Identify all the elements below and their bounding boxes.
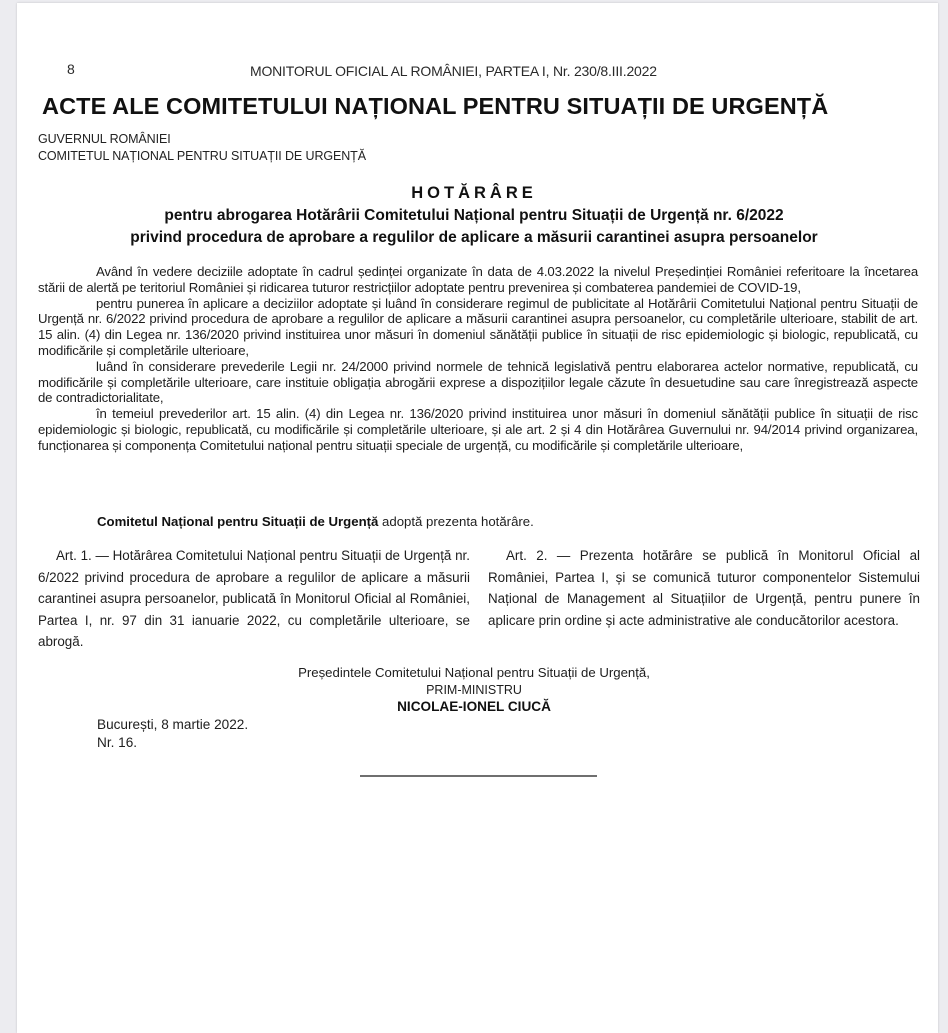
page-number: 8 (67, 61, 75, 77)
article-1-text: Art. 1. — Hotărârea Comitetului Național pentru Situații de Urgență nr. 6/2022 privind procedura de aprobare a regulilor de aplicare a măsurii carantinei asupra persoanelor, publicată în Monitorul Oficial al României, Partea I, nr. 97 din 31 ianuarie 2022, cu completările ulterioare, se abrogă. (38, 548, 470, 649)
preamble-paragraph: în temeiul prevederilor art. 15 alin. (4) din Legea nr. 136/2020 privind instituirea unor măsuri în domeniul sănătății publice în situații de risc epidemiologic și biologic, republicată, cu modificările și completările ulterioare, și ale art. 2 și 4 din Hotărârea Guvernului nr. 94/2014 privind organizarea, funcționarea și componența Comitetului național pentru situații speciale de urgență, cu modificările și completările ulterioare, (38, 406, 918, 453)
decision-subtitle-line2: privind procedura de aprobare a regulilor de aplicare a măsurii carantinei asupra persoanelor (130, 229, 818, 246)
adoption-statement (97, 514, 534, 529)
preamble (38, 264, 918, 454)
decision-type: HOTĂRÂRE (411, 184, 537, 202)
running-header: MONITORUL OFICIAL AL ROMÂNIEI, PARTEA I, Nr. 230/8.III.2022 (250, 63, 657, 79)
adoption-text: adoptă prezenta hotărâre. (378, 514, 534, 529)
preamble-paragraph: Având în vedere deciziile adoptate în cadrul ședinței organizate în data de 4.03.2022 la nivelul Președinției României referitoare la încetarea stării de alertă pe teritoriul României și ridicarea tuturor restricțiilor adoptate pentru prevenirea și combaterea pandemiei de COVID-19, (38, 264, 918, 295)
signatory-role: Președintele Comitetului Național pentru Situații de Urgență, (298, 665, 650, 680)
preamble-paragraph: luând în considerare prevederile Legii nr. 24/2000 privind normele de tehnică legislativă pentru elaborarea actelor normative, republicată, cu modificările și completările ulterioare, care instituie obligația abrogării exprese a dispozițiilor legale căzute în desuetudine sau care înregistrează aspecte de contradictorialitate, (38, 358, 918, 406)
adoption-body: Comitetul Național pentru Situații de Urgență (97, 514, 379, 529)
issuer-government: GUVERNUL ROMÂNIEI (38, 132, 171, 146)
decision-number: Nr. 16. (97, 735, 138, 750)
section-title: ACTE ALE COMITETULUI NAȚIONAL PENTRU SITUAȚII DE URGENȚĂ (42, 93, 829, 119)
place-date: București, 8 martie 2022. (97, 717, 249, 732)
article-1 (38, 545, 470, 653)
decision-subtitle-line1: pentru abrogarea Hotărârii Comitetului Național pentru Situații de Urgență nr. 6/2022 (164, 207, 784, 224)
preamble-paragraph: pentru punerea în aplicare a deciziilor adoptate și luând în considerare regimul de publicitate al Hotărârii Comitetului Național pentru Situații de Urgență nr. 6/2022 privind procedura de aprobare a regulilor de aplicare a măsurii carantinei asupra persoanelor, cu completările ulterioare, stabilit de art. 15 alin. (4) din Legea nr. 136/2020 privind instituirea unor măsuri în domeniul sănătății publice în situații de risc epidemiologic și biologic, republicată, cu modificările și completările ulterioare, (38, 295, 918, 358)
article-2 (488, 545, 920, 631)
issuer-committee: COMITETUL NAȚIONAL PENTRU SITUAȚII DE URGENȚĂ (38, 149, 366, 163)
signatory-name: NICOLAE-IONEL CIUCĂ (397, 699, 551, 714)
signatory-title: PRIM-MINISTRU (426, 683, 522, 697)
separator-line (360, 775, 597, 777)
article-2-text: Art. 2. — Prezenta hotărâre se publică în Monitorul Oficial al României, Partea I, și se comunică tuturor componentelor Sistemului Național de Management al Situațiilor de Urgență, pentru punere în aplicare prin ordine și acte administrative ale conducătorilor acestora. (488, 548, 920, 628)
